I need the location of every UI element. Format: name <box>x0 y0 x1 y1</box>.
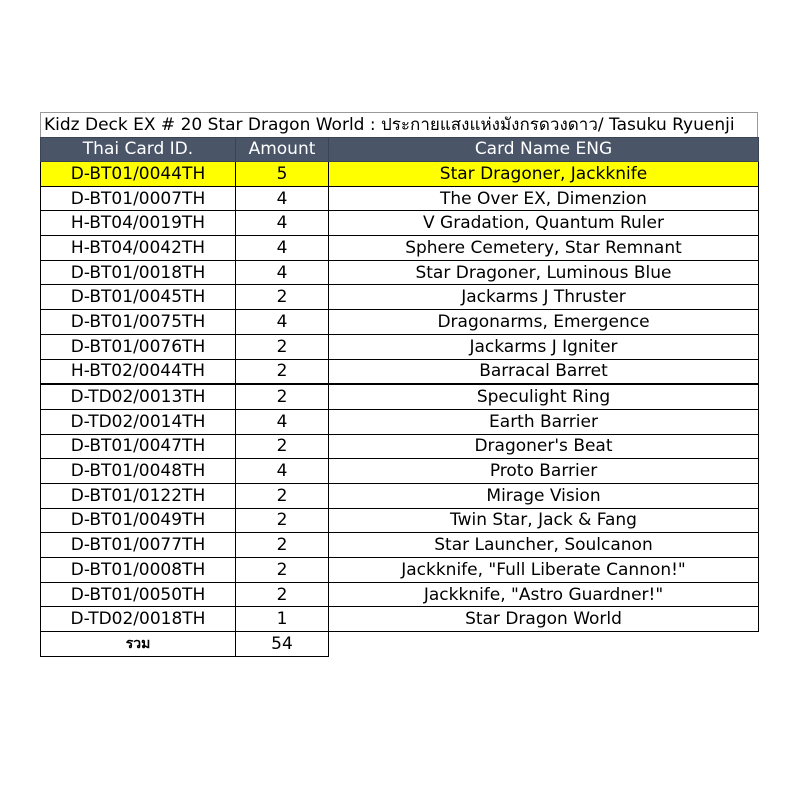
card-name-cell: Dragonarms, Emergence <box>329 310 759 335</box>
amount-cell: 4 <box>236 186 329 211</box>
card-id-cell: D-BT01/0122TH <box>41 483 236 508</box>
card-id-cell: D-BT01/0050TH <box>41 582 236 607</box>
card-name-cell: Sphere Cemetery, Star Remnant <box>329 236 759 261</box>
header-card-name: Card Name ENG <box>329 138 759 162</box>
card-id-cell: D-TD02/0014TH <box>41 409 236 434</box>
table-row <box>41 310 759 335</box>
amount-cell: 4 <box>236 459 329 484</box>
amount-cell: 5 <box>236 162 329 187</box>
table-row <box>41 508 759 533</box>
card-name-cell: Jackknife, "Astro Guardner!" <box>329 582 759 607</box>
table-row <box>41 607 759 632</box>
card-name-cell: Proto Barrier <box>329 459 759 484</box>
amount-cell: 1 <box>236 607 329 632</box>
total-label: รวม <box>41 632 236 657</box>
amount-cell: 4 <box>236 236 329 261</box>
table-row <box>41 186 759 211</box>
card-name-cell: Star Dragoner, Jackknife <box>329 162 759 187</box>
card-id-cell: H-BT02/0044TH <box>41 359 236 384</box>
card-name-cell: Barracal Barret <box>329 359 759 384</box>
card-name-cell: The Over EX, Dimenzion <box>329 186 759 211</box>
card-id-cell: D-BT01/0008TH <box>41 558 236 583</box>
card-name-cell: Jackarms J Thruster <box>329 285 759 310</box>
amount-cell: 2 <box>236 285 329 310</box>
amount-cell: 4 <box>236 310 329 335</box>
card-id-cell: D-BT01/0077TH <box>41 533 236 558</box>
table-row <box>41 334 759 359</box>
amount-cell: 2 <box>236 334 329 359</box>
card-id-cell: D-BT01/0076TH <box>41 334 236 359</box>
amount-cell: 4 <box>236 260 329 285</box>
amount-cell: 2 <box>236 434 329 459</box>
table-row <box>41 384 759 409</box>
card-name-cell: Mirage Vision <box>329 483 759 508</box>
amount-cell: 2 <box>236 558 329 583</box>
amount-cell: 2 <box>236 508 329 533</box>
card-name-cell: V Gradation, Quantum Ruler <box>329 211 759 236</box>
header-row <box>41 138 759 162</box>
table-row <box>41 409 759 434</box>
table-row <box>41 483 759 508</box>
card-name-cell: Jackarms J Igniter <box>329 334 759 359</box>
table-row <box>41 558 759 583</box>
table-row <box>41 260 759 285</box>
amount-cell: 2 <box>236 384 329 409</box>
card-name-cell: Jackknife, "Full Liberate Cannon!" <box>329 558 759 583</box>
card-id-cell: D-BT01/0049TH <box>41 508 236 533</box>
amount-cell: 2 <box>236 359 329 384</box>
amount-cell: 2 <box>236 533 329 558</box>
card-id-cell: D-BT01/0045TH <box>41 285 236 310</box>
header-amount: Amount <box>236 138 329 162</box>
table-row <box>41 162 759 187</box>
card-id-cell: D-BT01/0018TH <box>41 260 236 285</box>
total-row <box>41 632 759 657</box>
table-row <box>41 211 759 236</box>
card-id-cell: D-TD02/0013TH <box>41 384 236 409</box>
card-id-cell: D-BT01/0007TH <box>41 186 236 211</box>
total-amount: 54 <box>236 632 329 657</box>
amount-cell: 4 <box>236 409 329 434</box>
header-card-id: Thai Card ID. <box>41 138 236 162</box>
amount-cell: 2 <box>236 582 329 607</box>
table-row <box>41 285 759 310</box>
card-name-cell: Star Dragon World <box>329 607 759 632</box>
table-row <box>41 582 759 607</box>
card-name-cell: Dragoner's Beat <box>329 434 759 459</box>
card-id-cell: H-BT04/0019TH <box>41 211 236 236</box>
card-name-cell: Twin Star, Jack & Fang <box>329 508 759 533</box>
table-row <box>41 236 759 261</box>
deck-list-sheet <box>40 112 758 657</box>
table-body <box>41 162 759 632</box>
card-id-cell: D-BT01/0044TH <box>41 162 236 187</box>
table-row <box>41 359 759 384</box>
card-id-cell: D-TD02/0018TH <box>41 607 236 632</box>
total-empty-cell <box>329 632 759 657</box>
card-name-cell: Star Launcher, Soulcanon <box>329 533 759 558</box>
card-id-cell: D-BT01/0048TH <box>41 459 236 484</box>
card-name-cell: Star Dragoner, Luminous Blue <box>329 260 759 285</box>
card-name-cell: Speculight Ring <box>329 384 759 409</box>
table-row <box>41 533 759 558</box>
card-id-cell: H-BT04/0042TH <box>41 236 236 261</box>
card-name-cell: Earth Barrier <box>329 409 759 434</box>
card-id-cell: D-BT01/0075TH <box>41 310 236 335</box>
card-id-cell: D-BT01/0047TH <box>41 434 236 459</box>
amount-cell: 4 <box>236 211 329 236</box>
table-row <box>41 434 759 459</box>
amount-cell: 2 <box>236 483 329 508</box>
table-row <box>41 459 759 484</box>
deck-table <box>40 137 759 657</box>
deck-title: Kidz Deck EX # 20 Star Dragon World : ประกายแสงแห่งมังกรดวงดาว/ Tasuku Ryuenji <box>40 112 758 137</box>
